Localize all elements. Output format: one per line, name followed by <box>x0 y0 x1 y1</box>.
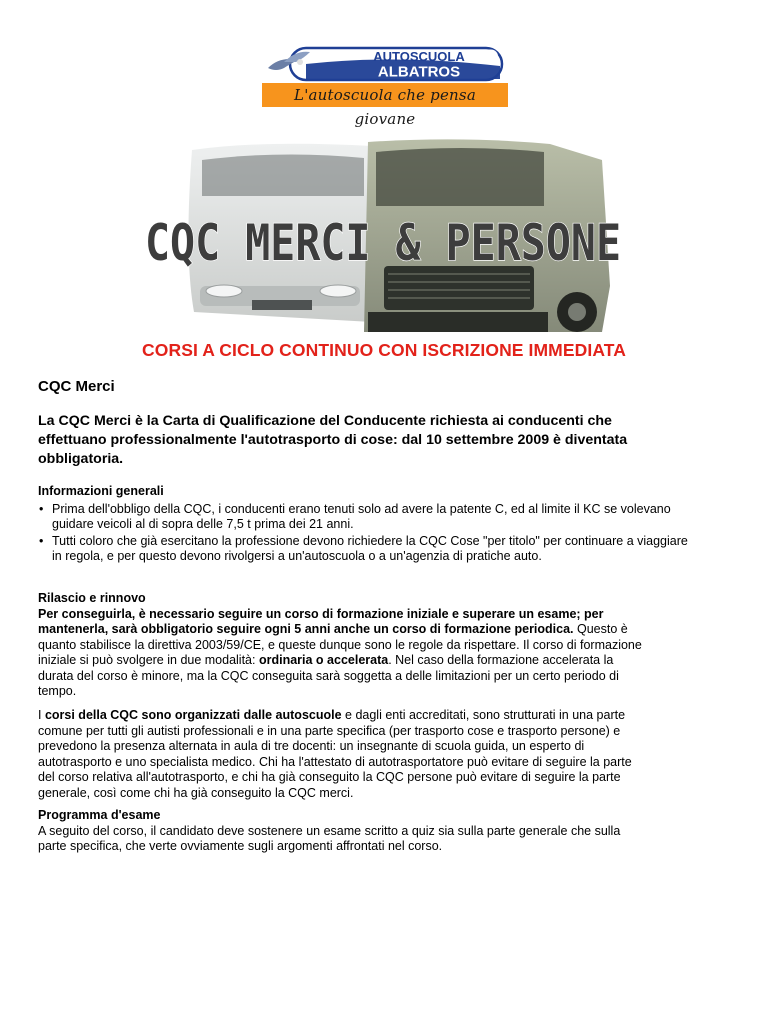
rilascio-paragraph: Per conseguirla, è necessario seguire un corso di formazione iniziale e superare un esame; per mantenerla, sarà obbligatorio seguire ogni 5 anni anche un corso di formazione periodica. Questo è quanto stabilisce la direttiva 2003/59/CE, e queste dunque sono le regole da rispettare. Il corso di formazione iniziale si può svolgere in due modalità: ordinaria o accelerata. Nel caso della formazione accelerata la durata del corso è minore, ma la CQC conseguita sarà soggetta a delle limitazioni per un certo periodo di tempo. <box>38 606 642 698</box>
promo-subtitle: CORSI A CICLO CONTINUO CON ISCRIZIONE IMMEDIATA <box>142 340 626 360</box>
lead-paragraph: La CQC Merci è la Carta di Qualificazione del Conducente richiesta ai conducenti che effettuano professionalmente l'autotrasporto di cose: dal 10 settembre 2009 è diventata obbligatoria. <box>38 413 628 467</box>
bullet-icon: • <box>39 533 44 548</box>
rilascio-title: Rilascio e rinnovo <box>38 591 146 605</box>
corsi-paragraph: I corsi della CQC sono organizzati dalle autoscuole e dagli enti accreditati, sono strutturati in una parte comune per tutti gli autisti professionali e in una parte specifica (per trasporto cose e trasporto persone) e prevedono la presenza alternata in aula di tre docenti: un insegnante di scuola guida, un esperto di autotrasporto e uno specialista medico. Chi ha l'attestato di autotrasportatore può evitare di seguire la parte del corso relativa all'autotrasporto, e chi ha già conseguito la CQC persone può evitare di seguire la parte generale, così come chi ha già conseguito la CQC merci. <box>38 708 632 800</box>
esame-title: Programma d'esame <box>38 808 161 822</box>
esame-section <box>38 808 650 855</box>
info-title: Informazioni generali <box>38 484 164 498</box>
bullet-icon: • <box>39 501 44 516</box>
hero-trucks-image <box>132 136 634 338</box>
logo-slogan: L'autoscuola che pensa giovane <box>262 83 508 107</box>
list-item: • Prima dell'obbligo della CQC, i conducenti erano tenuti solo ad avere la patente C, ed al limite il KC se volevano guidare veicoli al di sopra delle 7,5 t prima dei 21 anni. <box>39 501 671 531</box>
section-title: CQC Merci <box>38 378 115 395</box>
esame-paragraph: A seguito del corso, il candidato deve sostenere un esame scritto a quiz sia sulla parte generale che sulla parte specifica, che verte ovviamente sugli argomenti affrontati nel corso. <box>38 823 621 853</box>
list-item: • Tutti coloro che già esercitano la professione devono richiedere la CQC Cose "per titolo" per continuare a viaggiare in regola, e per questo devono rivolgersi a un'autoscuola o a un'agenzia di pratiche auto. <box>39 533 688 563</box>
hero-headline: CQC MERCI & PERSONE <box>145 214 621 272</box>
logo-line1: AUTOSCUOLA <box>373 49 465 64</box>
albatros-logo-badge <box>266 46 504 82</box>
rilascio-section <box>38 591 650 700</box>
corsi-section <box>38 708 650 801</box>
logo <box>262 46 508 128</box>
logo-line2: ALBATROS <box>377 63 461 81</box>
info-section <box>38 484 698 566</box>
info-list <box>38 502 698 565</box>
